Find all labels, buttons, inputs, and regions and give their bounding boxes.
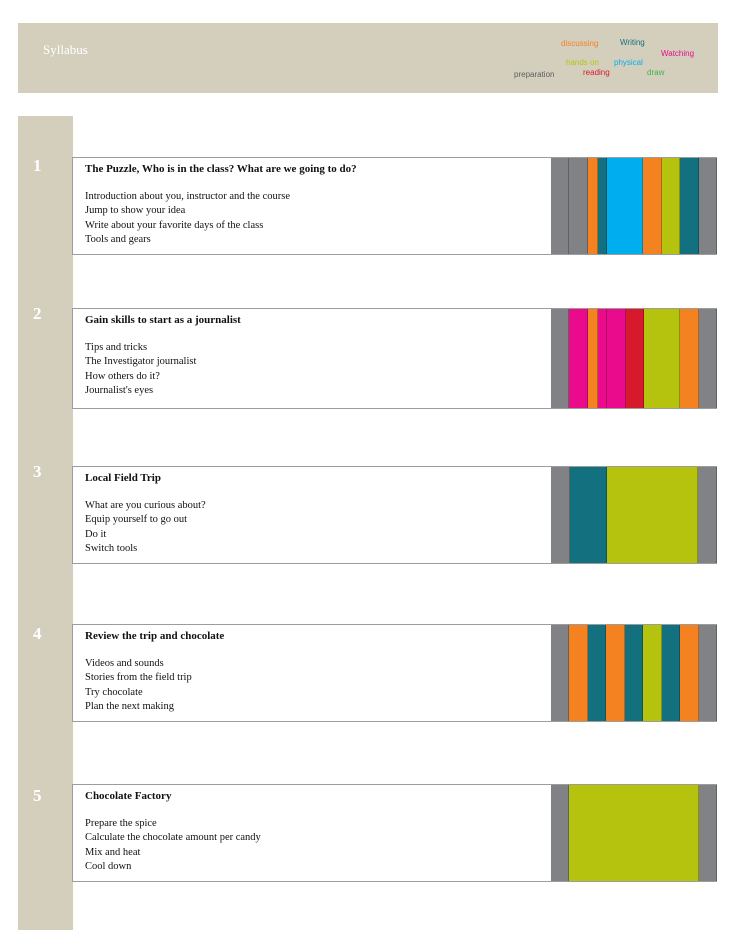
activity-stripe bbox=[699, 309, 717, 408]
week-item: Try chocolate bbox=[85, 687, 143, 698]
legend-watching: Watching bbox=[661, 49, 695, 58]
week-item: Switch tools bbox=[85, 543, 138, 554]
activity-stripe bbox=[551, 785, 569, 881]
activity-stripe bbox=[551, 309, 569, 408]
week-item: Plan the next making bbox=[85, 701, 174, 712]
activity-stripe bbox=[699, 625, 717, 721]
week-item: Journalist's eyes bbox=[85, 385, 154, 396]
activity-stripe bbox=[551, 158, 569, 254]
activity-stripe bbox=[662, 625, 680, 721]
legend-preparation: preparation bbox=[514, 70, 555, 79]
activity-stripes bbox=[551, 309, 717, 408]
legend-hands-on: hands on bbox=[566, 58, 599, 67]
activity-stripe bbox=[644, 309, 680, 408]
week-item: Mix and heat bbox=[85, 847, 141, 858]
activity-stripe bbox=[570, 467, 607, 563]
week-item: Write about your favorite days of the class bbox=[85, 220, 264, 231]
header-title: Syllabus bbox=[43, 42, 88, 57]
week-item: Tools and gears bbox=[85, 234, 151, 245]
legend-discussing: discussing bbox=[561, 39, 599, 48]
syllabus-header bbox=[18, 23, 718, 93]
activity-stripes bbox=[551, 158, 717, 254]
activity-stripe bbox=[607, 158, 643, 254]
week-number-2: 2 bbox=[33, 304, 42, 323]
activity-stripe bbox=[551, 625, 569, 721]
activity-stripes bbox=[551, 625, 717, 721]
activity-stripe bbox=[569, 309, 587, 408]
activity-stripe bbox=[625, 625, 643, 721]
activity-stripe bbox=[698, 467, 717, 563]
week-title: Review the trip and chocolate bbox=[85, 630, 225, 642]
week-item: Videos and sounds bbox=[85, 658, 164, 669]
activity-stripes bbox=[551, 467, 717, 563]
week-item: Equip yourself to go out bbox=[85, 514, 188, 525]
week-item: How others do it? bbox=[85, 371, 160, 382]
week-item: Stories from the field trip bbox=[85, 672, 192, 683]
activity-stripe bbox=[551, 467, 570, 563]
activity-stripe bbox=[643, 158, 661, 254]
activity-stripe bbox=[588, 309, 598, 408]
week-item: Do it bbox=[85, 529, 107, 540]
week-item: Tips and tricks bbox=[85, 342, 148, 353]
activity-stripe bbox=[569, 625, 587, 721]
activity-stripe bbox=[680, 309, 698, 408]
week-item: Jump to show your idea bbox=[85, 205, 186, 216]
week-item: Calculate the chocolate amount per candy bbox=[85, 832, 261, 843]
activity-stripe bbox=[662, 158, 680, 254]
activity-stripe bbox=[598, 158, 608, 254]
activity-stripe bbox=[680, 625, 698, 721]
activity-stripe bbox=[569, 785, 699, 881]
activity-stripe bbox=[588, 625, 606, 721]
activity-stripe bbox=[643, 625, 661, 721]
legend-reading: reading bbox=[583, 68, 610, 77]
week-item: Prepare the spice bbox=[85, 818, 157, 829]
week-card-5 bbox=[72, 784, 717, 882]
activity-stripe bbox=[569, 158, 587, 254]
legend-writing: Writing bbox=[620, 38, 645, 47]
activity-stripe bbox=[699, 785, 717, 881]
activity-stripe bbox=[699, 158, 717, 254]
week-item: Introduction about you, instructor and the course bbox=[85, 191, 290, 202]
activity-stripe bbox=[598, 309, 608, 408]
activity-stripe bbox=[626, 309, 644, 408]
legend-physical: physical bbox=[614, 58, 643, 67]
activity-stripes bbox=[551, 785, 717, 881]
week-item: The Investigator journalist bbox=[85, 356, 197, 367]
week-title: Chocolate Factory bbox=[85, 790, 172, 802]
activity-stripe bbox=[607, 467, 698, 563]
week-number-1: 1 bbox=[33, 156, 42, 175]
week-number-5: 5 bbox=[33, 786, 42, 805]
week-sidebar bbox=[18, 116, 73, 930]
week-title: The Puzzle, Who is in the class? What are we going to do? bbox=[85, 163, 357, 175]
week-item: What are you curious about? bbox=[85, 500, 206, 511]
week-item: Cool down bbox=[85, 861, 132, 872]
activity-stripe bbox=[607, 309, 625, 408]
week-card-1 bbox=[72, 157, 717, 255]
activity-stripe bbox=[606, 625, 624, 721]
week-number-3: 3 bbox=[33, 462, 42, 481]
activity-stripe bbox=[680, 158, 698, 254]
week-card-3 bbox=[72, 466, 717, 564]
week-title: Local Field Trip bbox=[85, 472, 161, 484]
activity-stripe bbox=[588, 158, 598, 254]
week-card-2 bbox=[72, 308, 717, 409]
week-number-4: 4 bbox=[33, 624, 42, 643]
week-card-4 bbox=[72, 624, 717, 722]
legend-draw: draw bbox=[647, 68, 665, 77]
week-title: Gain skills to start as a journalist bbox=[85, 314, 241, 326]
